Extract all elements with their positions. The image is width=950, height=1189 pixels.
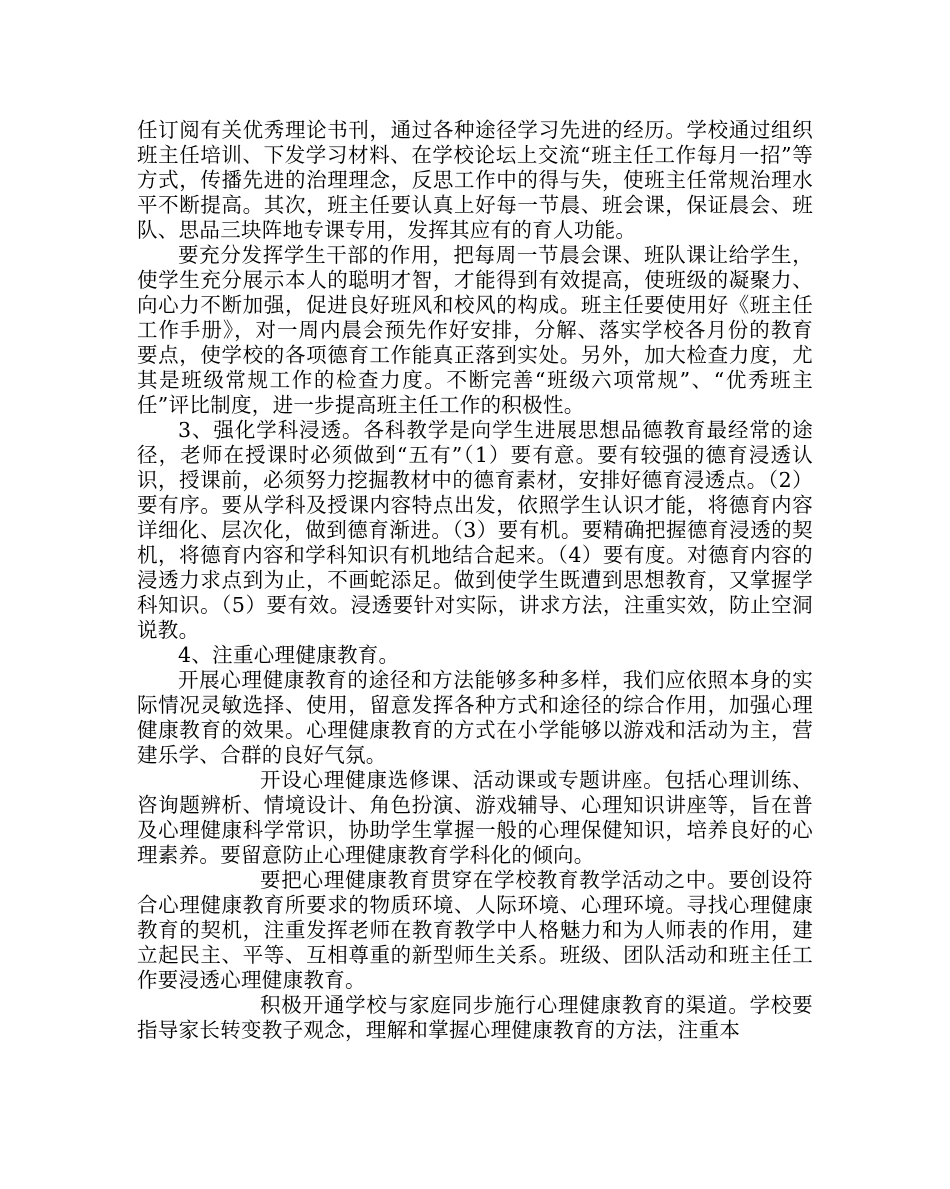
paragraph-3: 3、强化学科浸透。各科教学是向学生进展思想品德教育最经常的途径，老师在授课时必须做到“五有”（1）要有意。要有较强的德育浸透认识，授课前，必须努力挖掘教材中的德育素材，安排好德育浸透点。（2）要有序。要从学科及授课内容特点出发，依照学生认识才能，将德育内容详细化、层次化，做到德育渐进。（3）要有机。要精确把握德育浸透的契机，将德育内容和学科知识有机地结合起来。（4）要有度。对德育内容的浸透力求点到为止，不画蛇添足。做到使学生既遭到思想教育，又掌握学科知识。（5）要有效。浸透要针对实际，讲求方法，注重实效，防止空洞说教。 [137,418,813,642]
paragraph-6: 开设心理健康选修课、活动课或专题讲座。包括心理训练、咨询题辨析、情境设计、角色扮演、游戏辅导、心理知识讲座等，旨在普及心理健康科学常识，协助学生掌握一般的心理保健知识，培养良好的心理素养。要留意防止心理健康教育学科化的倾向。 [137,768,813,867]
paragraph-4-heading: 4、注重心理健康教育。 [178,643,400,667]
document-body [137,118,813,1043]
paragraph-2: 要充分发挥学生干部的作用，把每周一节晨会课、班队课让给学生，使学生充分展示本人的聪明才智，才能得到有效提高，使班级的凝聚力、向心力不断加强，促进良好班风和校风的构成。班主任要使用好《班主任工作手册》，对一周内晨会预先作好安排，分解、落实学校各月份的教育要点，使学校的各项德育工作能真正落到实处。另外，加大检查力度，尤其是班级常规工作的检查力度。不断完善“班级六项常规”、“优秀班主任”评比制度，进一步提高班主任工作的积极性。 [137,243,813,417]
paragraph-7: 要把心理健康教育贯穿在学校教育教学活动之中。要创设符合心理健康教育所要求的物质环境、人际环境、心理环境。寻找心理健康教育的契机，注重发挥老师在教育教学中人格魅力和为人师表的作用，建立起民主、平等、互相尊重的新型师生关系。班级、团队活动和班主任工作要浸透心理健康教育。 [137,868,813,992]
paragraph-8: 积极开通学校与家庭同步施行心理健康教育的渠道。学校要指导家长转变教子观念，理解和掌握心理健康教育的方法，注重本 [137,993,813,1042]
paragraph-5: 开展心理健康教育的途径和方法能够多种多样，我们应依照本身的实际情况灵敏选择、使用，留意发挥各种方式和途径的综合作用，加强心理健康教育的效果。心理健康教育的方式在小学能够以游戏和活动为主，营建乐学、合群的良好气氛。 [137,668,813,767]
paragraph-1: 任订阅有关优秀理论书刊，通过各种途径学习先进的经历。学校通过组织班主任培训、下发学习材料、在学校论坛上交流“班主任工作每月一招”等方式，传播先进的治理理念，反思工作中的得与失，使班主任常规治理水平不断提高。其次，班主任要认真上好每一节晨、班会课，保证晨会、班队、思品三块阵地专课专用，发挥其应有的育人功能。 [137,118,813,242]
